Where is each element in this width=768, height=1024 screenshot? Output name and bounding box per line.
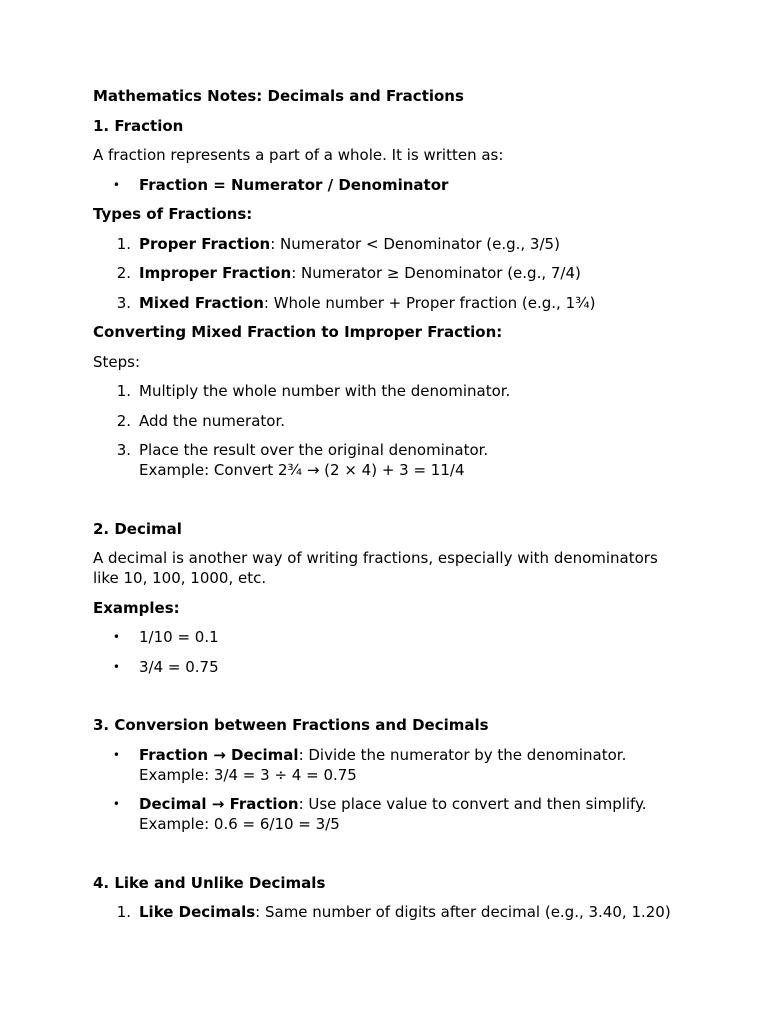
document-body — [93, 86, 683, 932]
document-title: Mathematics Notes: Decimals and Fractions — [93, 87, 464, 105]
example-text: 1/10 = 0.1 — [139, 628, 219, 646]
bullet-marker: • — [112, 177, 120, 192]
fraction-formula-list — [93, 175, 683, 195]
steps-list — [93, 381, 683, 480]
fraction-types-list — [93, 234, 683, 313]
list-item — [93, 657, 683, 677]
step-text: Place the result over the original denominator. — [139, 441, 489, 459]
steps-label: Steps: — [93, 352, 141, 371]
section-spacer — [93, 490, 683, 519]
conversion-list — [93, 745, 683, 835]
like-unlike-list — [93, 902, 683, 922]
fraction-formula: Fraction = Numerator / Denominator — [139, 175, 449, 194]
types-heading: Types of Fractions: — [93, 205, 253, 223]
bullet-marker: • — [112, 659, 120, 674]
step-text: Multiply the whole number with the denominator. — [139, 382, 511, 400]
decimal-type-term: Like Decimals — [139, 903, 256, 921]
type-text: : Numerator ≥ Denominator (e.g., 7/4) — [291, 264, 581, 282]
list-number: 1. — [116, 234, 131, 253]
section-heading-conversion: 3. Conversion between Fractions and Decimals — [93, 716, 489, 734]
section-spacer — [93, 844, 683, 873]
section-spacer — [93, 686, 683, 715]
examples-heading: Examples: — [93, 598, 180, 617]
list-item — [93, 234, 683, 254]
list-item — [93, 381, 683, 401]
list-item — [93, 293, 683, 313]
bullet-marker: • — [112, 747, 120, 762]
decimal-examples-list — [93, 627, 683, 677]
list-number: 1. — [116, 382, 131, 400]
conversion-term: Fraction → Decimal — [139, 745, 299, 764]
list-item — [93, 627, 683, 647]
decimal-type-text: : Same number of digits after decimal (e.g., 3.40, 1.20) — [255, 903, 671, 921]
bullet-marker: • — [112, 797, 120, 811]
conversion-text: : Use place value to convert and then simplify. — [298, 795, 647, 813]
list-number: 1. — [116, 903, 131, 921]
step-text: Add the numerator. — [139, 411, 286, 430]
list-item — [93, 263, 683, 283]
list-number: 3. — [116, 293, 131, 312]
decimal-intro: A decimal is another way of writing fractions, especially with denominators like 10, 100, 1000, etc. — [93, 549, 658, 587]
conversion-term: Decimal → Fraction — [139, 795, 299, 813]
convert-heading: Converting Mixed Fraction to Improper Fraction: — [93, 323, 503, 341]
list-item — [93, 794, 683, 834]
list-item — [93, 902, 683, 922]
conversion-example: Example: 3/4 = 3 ÷ 4 = 0.75 — [139, 765, 357, 784]
list-number: 2. — [116, 411, 131, 430]
type-term: Mixed Fraction — [139, 293, 264, 312]
type-text: : Numerator < Denominator (e.g., 3/5) — [270, 234, 560, 253]
list-number: 3. — [116, 441, 131, 459]
example-text: 3/4 = 0.75 — [139, 657, 219, 676]
conversion-example: Example: 0.6 = 6/10 = 3/5 — [139, 815, 340, 833]
list-item — [93, 745, 683, 785]
step-example: Example: Convert 2¾ → (2 × 4) + 3 = 11/4 — [139, 461, 465, 479]
type-term: Proper Fraction — [139, 234, 271, 253]
list-number: 2. — [116, 264, 131, 282]
section-heading-fraction: 1. Fraction — [93, 116, 184, 135]
conversion-text: : Divide the numerator by the denominator. — [298, 745, 627, 764]
list-item — [93, 175, 683, 195]
list-item — [93, 440, 683, 480]
section-heading-like-unlike: 4. Like and Unlike Decimals — [93, 873, 326, 892]
type-term: Improper Fraction — [139, 264, 292, 282]
type-text: : Whole number + Proper fraction (e.g., 1¾) — [263, 293, 596, 312]
list-item — [93, 411, 683, 431]
section-heading-decimal: 2. Decimal — [93, 519, 182, 538]
fraction-intro: A fraction represents a part of a whole. It is written as: — [93, 146, 504, 164]
bullet-marker: • — [112, 630, 120, 644]
